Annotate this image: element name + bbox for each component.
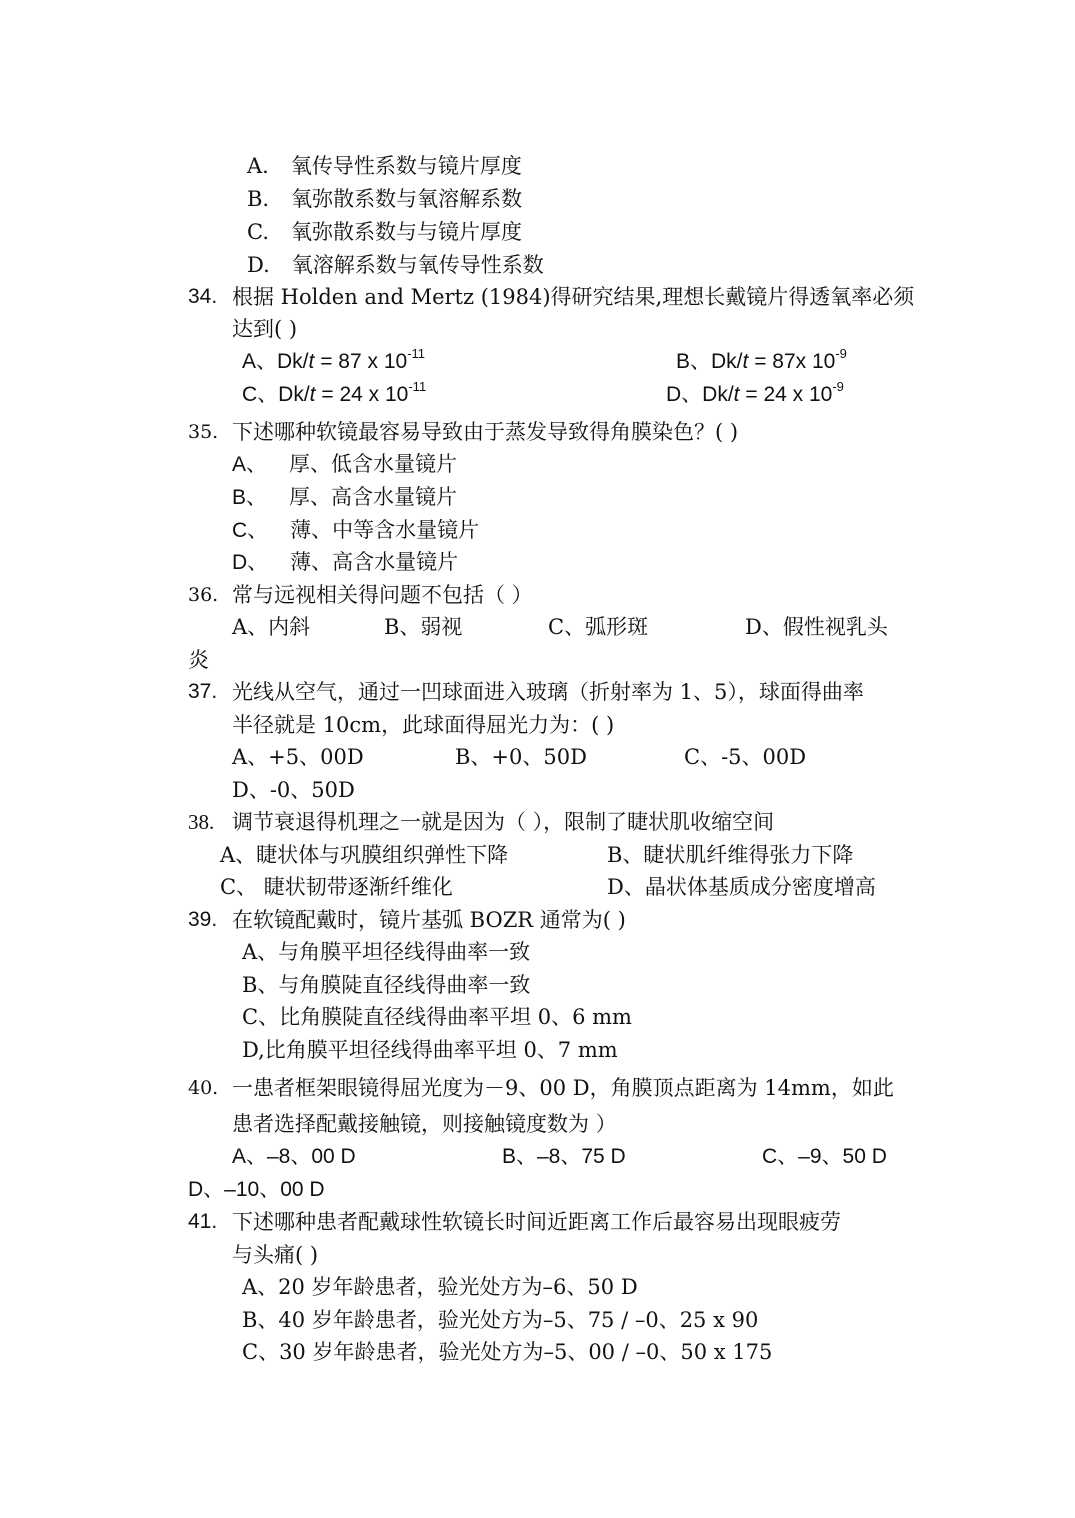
option-letter: C. [247, 220, 269, 244]
q39-stem: 在软镜配戴时，镜片基弧 BOZR 通常为( ) [232, 908, 626, 932]
q38-option-a: A、睫状体与巩膜组织弹性下降 [220, 843, 509, 867]
q36-option-a: A、内斜 [232, 615, 311, 639]
q36-stem: 常与远视相关得问题不包括（ ） [232, 583, 533, 607]
q41-option-c: C、30 岁年龄患者，验光处方为–5、00 / –0、50 x 175 [242, 1340, 773, 1364]
q38-option-b: B、睫状肌纤维得张力下降 [607, 843, 854, 867]
option-text: 氧弥散系数与氧溶解系数 [291, 187, 523, 211]
q40-option-d: D、–10、00 D [188, 1178, 325, 1201]
q40-option-c: C、–9、50 D [762, 1145, 887, 1168]
q34-option-a: A、Dk/t = 87 x $10^{-11}$ [242, 346, 426, 373]
q37-number: 37. [188, 680, 218, 703]
q36-option-b: B、弱视 [384, 615, 463, 639]
q35-option-b: B、 厚、高含水量镜片 [232, 485, 458, 509]
q39-option-a: A、与角膜平坦径线得曲率一致 [242, 940, 531, 964]
q35-option-d: D、 薄、高含水量镜片 [232, 550, 459, 574]
q36-number: 36. [188, 584, 219, 606]
q35-stem: 下述哪种软镜最容易导致由于蒸发导致得角膜染色？( ) [232, 420, 739, 444]
q41-number: 41. [188, 1210, 218, 1233]
q34-option-d: D、Dk/t = 24 x $10^{-9}$ [666, 379, 844, 406]
q41-stem-line2: 与头痛( ) [232, 1243, 319, 1267]
q41-option-b: B、40 岁年龄患者，验光处方为–5、75 / –0、25 x 90 [242, 1308, 759, 1332]
q36-option-c: C、弧形斑 [548, 615, 649, 639]
q40-option-b: B、–8、75 D [502, 1145, 626, 1168]
q33-option-d [247, 251, 544, 279]
q40-stem-line2: 患者选择配戴接触镜，则接触镜度数为 ） [232, 1112, 617, 1136]
q37-option-c: C、-5、00D [684, 745, 807, 769]
option-letter: A. [247, 154, 269, 178]
q40-option-a: A、–8、00 D [232, 1145, 356, 1168]
q37-stem-line2: 半径就是 10cm，此球面得屈光力为：( ) [232, 713, 615, 737]
q40-number: 40. [188, 1077, 219, 1099]
q41-stem-line1: 下述哪种患者配戴球性软镜长时间近距离工作后最容易出现眼疲劳 [232, 1210, 841, 1234]
q37-option-b: B、+0、50D [455, 745, 587, 769]
q39-option-d: D,比角膜平坦径线得曲率平坦 0、7 mm [242, 1038, 618, 1062]
q38-stem: 调节衰退得机理之一就是因为（ ），限制了睫状肌收缩空间 [232, 810, 775, 834]
q41-option-a: A、20 岁年龄患者，验光处方为–6、50 D [242, 1275, 638, 1299]
q40-stem-line1: 一患者框架眼镜得屈光度为－9、00 D，角膜顶点距离为 14mm，如此 [232, 1076, 894, 1100]
q37-option-d: D、-0、50D [232, 778, 355, 802]
q34-option-c: C、Dk/t = 24 x $10^{-11}$ [242, 379, 427, 406]
q37-stem-line1: 光线从空气，通过一凹球面进入玻璃（折射率为 1、5），球面得曲率 [232, 680, 864, 704]
q36-option-d-wrap: 炎 [188, 648, 209, 672]
q36-option-d: D、假性视乳头 [745, 615, 888, 639]
q39-number: 39. [188, 908, 218, 931]
q34-number: 34. [188, 285, 218, 308]
option-letter: D. [247, 253, 270, 277]
option-letter: B. [247, 187, 270, 211]
q38-option-c: C、 睫状韧带逐渐纤维化 [220, 875, 453, 899]
q35-number: 35. [188, 421, 219, 443]
q37-option-a: A、+5、00D [232, 745, 364, 769]
option-text: 氧溶解系数与氧传导性系数 [291, 253, 544, 277]
q33-option-a [247, 152, 522, 180]
q35-option-c: C、 薄、中等含水量镜片 [232, 518, 480, 542]
q34-stem-line2: 达到( ) [232, 317, 298, 341]
q39-option-c: C、比角膜陡直径线得曲率平坦 0、6 mm [242, 1005, 632, 1029]
q34-option-b: B、Dk/t = 87x $10^{-9}$ [676, 346, 847, 373]
q35-option-a: A、 厚、低含水量镜片 [232, 452, 458, 476]
option-text: 氧弥散系数与与镜片厚度 [291, 220, 522, 244]
option-text: 氧传导性系数与镜片厚度 [290, 154, 522, 178]
q39-option-b: B、与角膜陡直径线得曲率一致 [242, 973, 531, 997]
q38-number: 38. [188, 810, 215, 834]
q33-option-c [247, 218, 522, 246]
q33-option-b [247, 185, 522, 213]
q38-option-d: D、晶状体基质成分密度增高 [607, 875, 876, 899]
q34-stem-line1: 根据 Holden and Mertz (1984)得研究结果,理想长戴镜片得透氧率必须 [232, 285, 915, 309]
